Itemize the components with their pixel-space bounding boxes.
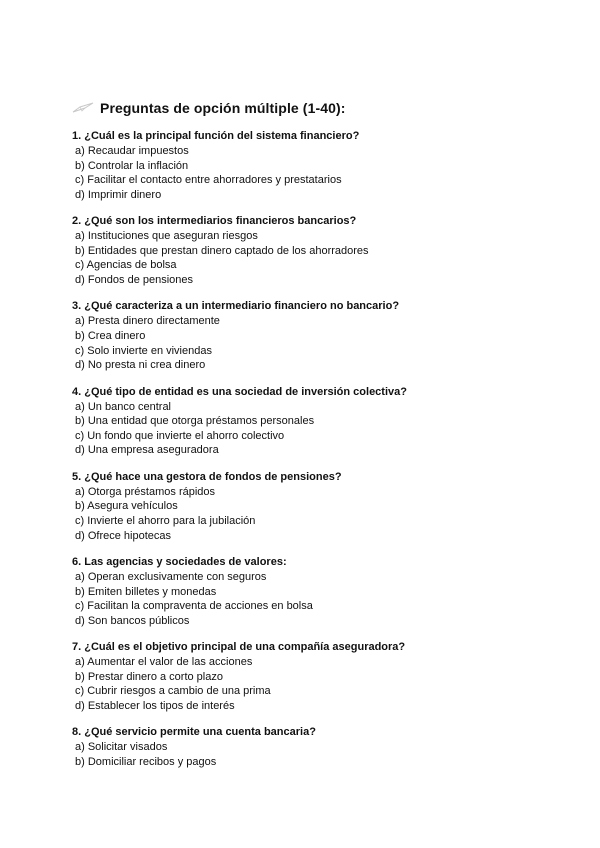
option-d	[72, 699, 572, 714]
option-d	[72, 273, 572, 288]
question-title: 6. Las agencias y sociedades de valores:	[72, 555, 287, 568]
option-list	[72, 400, 572, 458]
option-letter: a)	[75, 315, 85, 328]
option-text: Un banco central	[87, 400, 172, 413]
option-list	[72, 144, 572, 202]
option-text: Presta dinero directamente	[87, 315, 220, 328]
quill-pen-icon	[72, 102, 94, 114]
question-8	[72, 725, 572, 810]
option-text: Prestar dinero a corto plazo	[87, 670, 223, 683]
option-text: Imprimir dinero	[87, 188, 162, 201]
option-text: Una empresa aseguradora	[87, 444, 219, 457]
option-c	[72, 344, 572, 359]
option-c	[72, 514, 572, 529]
option-text: Facilitan la compraventa de acciones en bolsa	[87, 600, 313, 613]
option-text: Aumentar el valor de las acciones	[87, 656, 253, 669]
option-text: Agencias de bolsa	[86, 259, 177, 272]
option-text: Solo invierte en viviendas	[87, 344, 212, 357]
option-letter: b)	[75, 415, 85, 428]
option-b	[72, 670, 572, 685]
option-letter: a)	[75, 230, 85, 243]
question-1	[72, 129, 572, 214]
option-a	[72, 485, 572, 500]
option-text: Una entidad que otorga préstamos personales	[87, 415, 315, 428]
question-4	[72, 385, 572, 470]
option-text: Un fondo que invierte el ahorro colectivo	[87, 429, 285, 442]
question-list	[72, 129, 572, 811]
option-text: Entidades que prestan dinero captado de los ahorradores	[87, 244, 369, 257]
question-7	[72, 640, 572, 725]
section-heading	[72, 100, 346, 116]
option-list	[72, 740, 572, 769]
option-list	[72, 570, 572, 628]
option-c	[72, 173, 572, 188]
option-b	[72, 499, 572, 514]
question-title: 4. ¿Qué tipo de entidad es una sociedad de inversión colectiva?	[72, 385, 407, 398]
option-letter: a)	[75, 485, 85, 498]
option-d	[72, 358, 572, 373]
option-letter: a)	[75, 656, 85, 669]
question-title: 7. ¿Cuál es el objetivo principal de una compañía aseguradora?	[72, 641, 406, 654]
option-letter: b)	[75, 329, 85, 342]
option-letter: d)	[75, 529, 85, 542]
question-6	[72, 555, 572, 640]
option-text: Establecer los tipos de interés	[87, 699, 235, 712]
option-text: No presta ni crea dinero	[87, 359, 206, 372]
option-c	[72, 599, 572, 614]
option-text: Recaudar impuestos	[87, 145, 189, 157]
question-title: 8. ¿Qué servicio permite una cuenta bancaria?	[72, 726, 316, 739]
option-text: Solicitar visados	[87, 741, 168, 754]
option-text: Operan exclusivamente con seguros	[87, 570, 267, 583]
option-text: Asegura vehículos	[87, 500, 178, 513]
option-d	[72, 443, 572, 458]
option-letter: b)	[75, 585, 85, 598]
option-b	[72, 244, 572, 259]
option-letter: b)	[75, 500, 85, 513]
option-list	[72, 314, 572, 372]
question-3	[72, 299, 572, 384]
option-letter: c)	[75, 600, 85, 613]
option-letter: d)	[75, 614, 85, 627]
option-a	[72, 655, 572, 670]
option-b	[72, 585, 572, 600]
option-c	[72, 684, 572, 699]
option-b	[72, 755, 572, 770]
option-d	[72, 188, 572, 203]
option-letter: c)	[75, 174, 85, 187]
option-text: Emiten billetes y monedas	[87, 585, 217, 598]
option-b	[72, 159, 572, 174]
option-text: Controlar la inflación	[87, 159, 189, 172]
option-text: Crea dinero	[87, 329, 146, 342]
question-title: 3. ¿Qué caracteriza a un intermediario financiero no bancario?	[72, 300, 400, 313]
option-a	[72, 740, 572, 755]
option-b	[72, 414, 572, 429]
option-text: Son bancos públicos	[87, 614, 190, 627]
option-c	[72, 258, 572, 273]
option-text: Instituciones que aseguran riesgos	[87, 230, 258, 243]
option-letter: c)	[75, 259, 85, 272]
option-text: Otorga préstamos rápidos	[87, 485, 216, 498]
option-text: Fondos de pensiones	[87, 273, 194, 286]
question-2	[72, 214, 572, 299]
option-letter: d)	[75, 444, 85, 457]
question-title: 5. ¿Qué hace una gestora de fondos de pensiones?	[72, 470, 342, 483]
option-letter: b)	[75, 159, 85, 172]
option-letter: a)	[75, 570, 85, 583]
option-letter: c)	[75, 514, 85, 527]
option-letter: b)	[75, 244, 85, 257]
option-letter: d)	[75, 273, 85, 286]
option-list	[72, 229, 572, 287]
option-letter: a)	[75, 400, 85, 413]
option-letter: b)	[75, 670, 85, 683]
option-letter: c)	[75, 429, 85, 442]
option-a	[72, 570, 572, 585]
option-d	[72, 529, 572, 544]
question-title: 1. ¿Cuál es la principal función del sistema financiero?	[72, 130, 360, 142]
option-text: Invierte el ahorro para la jubilación	[87, 514, 256, 527]
option-letter: a)	[75, 145, 85, 157]
option-letter: c)	[75, 344, 85, 357]
option-letter: a)	[75, 741, 85, 754]
option-text: Ofrece hipotecas	[87, 529, 171, 542]
option-c	[72, 429, 572, 444]
option-letter: d)	[75, 359, 85, 372]
option-text: Facilitar el contacto entre ahorradores y prestatarios	[87, 174, 342, 187]
option-letter: d)	[75, 188, 85, 201]
option-d	[72, 614, 572, 629]
option-b	[72, 329, 572, 344]
option-a	[72, 314, 572, 329]
option-a	[72, 144, 572, 159]
option-a	[72, 229, 572, 244]
option-letter: d)	[75, 699, 85, 712]
section-title: Preguntas de opción múltiple (1-40):	[100, 100, 346, 116]
option-letter: b)	[75, 755, 85, 768]
question-title: 2. ¿Qué son los intermediarios financieros bancarios?	[72, 215, 357, 228]
question-5	[72, 470, 572, 555]
option-list	[72, 655, 572, 713]
option-list	[72, 485, 572, 543]
option-text: Cubrir riesgos a cambio de una prima	[87, 685, 271, 698]
option-a	[72, 400, 572, 415]
option-text: Domiciliar recibos y pagos	[87, 755, 217, 768]
option-letter: c)	[75, 685, 85, 698]
